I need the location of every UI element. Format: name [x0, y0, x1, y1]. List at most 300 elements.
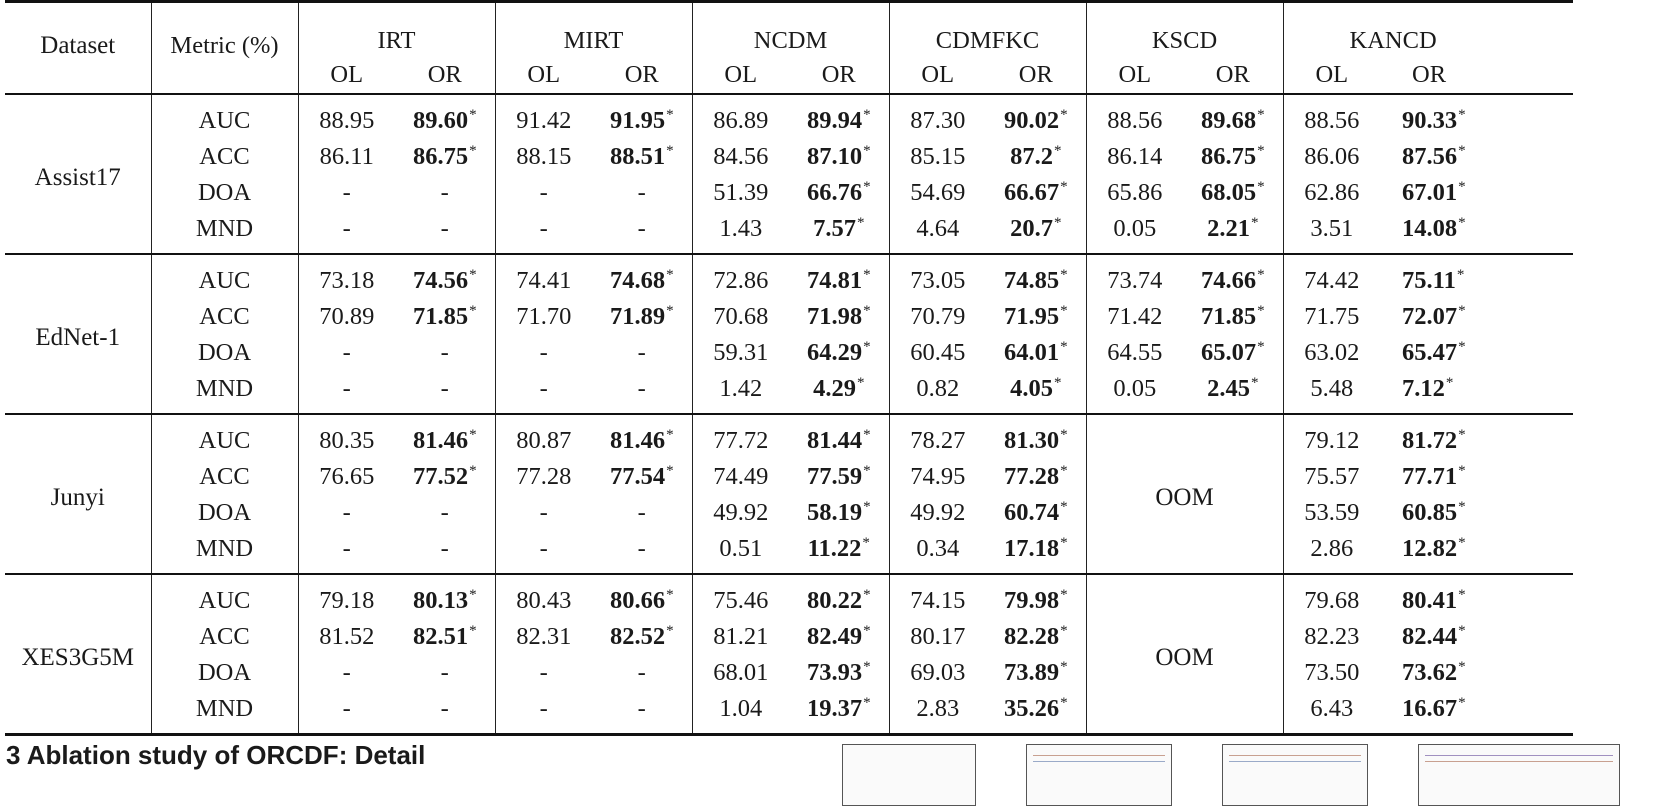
- significance-mark: *: [856, 215, 865, 231]
- ol-value: 49.92: [692, 495, 789, 531]
- ol-value: 74.15: [889, 574, 986, 619]
- significance-mark: *: [863, 267, 871, 283]
- or-value-cell: [395, 414, 495, 459]
- or-value: -: [440, 659, 449, 686]
- ol-value: 80.87: [495, 414, 592, 459]
- ol-value: 91.42: [495, 94, 592, 139]
- or-value: -: [440, 695, 449, 722]
- significance-mark: *: [1445, 375, 1454, 391]
- or-value-cell: [1380, 299, 1573, 335]
- or-value-cell: [986, 371, 1086, 414]
- significance-mark: *: [469, 623, 477, 639]
- header-method-irt: IRT: [298, 2, 495, 62]
- significance-mark: *: [1060, 623, 1068, 639]
- or-value-cell: [1183, 94, 1283, 139]
- ol-value: 86.06: [1283, 139, 1380, 175]
- or-value-cell: [1183, 175, 1283, 211]
- table-row: [5, 531, 1573, 574]
- or-value-cell: [986, 691, 1086, 735]
- ol-value: 75.57: [1283, 459, 1380, 495]
- oom-cell: OOM: [1086, 414, 1283, 574]
- significance-mark: *: [863, 303, 871, 319]
- significance-mark: *: [863, 659, 871, 675]
- or-value: 81.46: [412, 427, 469, 454]
- or-value-cell: [789, 414, 889, 459]
- ol-value: 71.42: [1086, 299, 1183, 335]
- subheader-ol: OL: [1086, 61, 1183, 94]
- ol-value: 0.34: [889, 531, 986, 574]
- metric-name: MND: [151, 211, 298, 254]
- or-value-cell: [592, 619, 692, 655]
- or-value-cell: [789, 211, 889, 254]
- significance-mark: *: [1060, 463, 1068, 479]
- or-value: -: [637, 695, 646, 722]
- or-value: 19.37: [806, 695, 863, 722]
- or-value-cell: [789, 299, 889, 335]
- subheader-ol: OL: [692, 61, 789, 94]
- significance-mark: *: [1060, 695, 1068, 711]
- or-value-cell: [395, 531, 495, 574]
- ol-value: 62.86: [1283, 175, 1380, 211]
- significance-mark: *: [1458, 179, 1466, 195]
- or-value-cell: [986, 139, 1086, 175]
- or-value: 89.68: [1200, 107, 1257, 134]
- or-value: -: [637, 339, 646, 366]
- metric-name: MND: [151, 371, 298, 414]
- significance-mark: *: [1060, 107, 1068, 123]
- table-row: [5, 254, 1573, 299]
- or-value-cell: [986, 574, 1086, 619]
- dataset-name: Assist17: [5, 94, 151, 254]
- ol-value: 69.03: [889, 655, 986, 691]
- subheader-or: OR: [395, 61, 495, 94]
- or-value-cell: [986, 459, 1086, 495]
- significance-mark: *: [1458, 499, 1466, 515]
- or-value: 77.54: [609, 463, 666, 490]
- ol-value: 63.02: [1283, 335, 1380, 371]
- or-value: 71.95: [1003, 303, 1060, 330]
- or-value: 80.22: [806, 587, 863, 614]
- significance-mark: *: [666, 463, 674, 479]
- significance-mark: *: [1053, 143, 1062, 159]
- or-value: 73.89: [1003, 659, 1060, 686]
- or-value-cell: [395, 371, 495, 414]
- ol-value: 86.14: [1086, 139, 1183, 175]
- or-value: 71.89: [609, 303, 666, 330]
- or-value: 82.28: [1003, 623, 1060, 650]
- or-value-cell: [986, 619, 1086, 655]
- or-value: 87.2: [1010, 143, 1053, 170]
- or-value-cell: [986, 299, 1086, 335]
- or-value: 74.68: [609, 267, 666, 294]
- significance-mark: *: [863, 499, 871, 515]
- or-value-cell: [789, 335, 889, 371]
- or-value: 64.29: [806, 339, 863, 366]
- ol-value: 72.86: [692, 254, 789, 299]
- or-value: 2.45: [1207, 375, 1250, 402]
- significance-mark: *: [1458, 463, 1466, 479]
- significance-mark: *: [1458, 623, 1466, 639]
- or-value-cell: [1380, 211, 1573, 254]
- ol-value: 4.64: [889, 211, 986, 254]
- ol-value: 2.86: [1283, 531, 1380, 574]
- significance-mark: *: [666, 623, 674, 639]
- significance-mark: *: [1060, 339, 1068, 355]
- or-value-cell: [592, 211, 692, 254]
- ol-value: 49.92: [889, 495, 986, 531]
- ol-value: 0.05: [1086, 211, 1183, 254]
- or-value-cell: [395, 94, 495, 139]
- or-value: 80.66: [609, 587, 666, 614]
- significance-mark: *: [1250, 215, 1259, 231]
- metric-name: DOA: [151, 335, 298, 371]
- or-value: 89.94: [806, 107, 863, 134]
- significance-mark: *: [1458, 107, 1466, 123]
- or-value: 60.85: [1402, 499, 1458, 526]
- or-value: 77.71: [1402, 463, 1458, 490]
- figure-thumbnail: [1418, 744, 1620, 806]
- or-value: 58.19: [806, 499, 863, 526]
- ol-value: -: [298, 335, 395, 371]
- ol-value: 60.45: [889, 335, 986, 371]
- ol-value: 80.17: [889, 619, 986, 655]
- or-value-cell: [592, 691, 692, 735]
- or-value-cell: [1183, 139, 1283, 175]
- or-value-cell: [395, 459, 495, 495]
- significance-mark: *: [666, 427, 674, 443]
- or-value: 75.11: [1402, 267, 1456, 294]
- or-value: 4.05: [1010, 375, 1053, 402]
- or-value: -: [440, 179, 449, 206]
- or-value-cell: [395, 139, 495, 175]
- significance-mark: *: [1458, 427, 1466, 443]
- significance-mark: *: [666, 267, 674, 283]
- or-value-cell: [592, 175, 692, 211]
- significance-mark: *: [863, 339, 871, 355]
- or-value: 82.44: [1402, 623, 1458, 650]
- ol-value: 84.56: [692, 139, 789, 175]
- ol-value: 0.05: [1086, 371, 1183, 414]
- or-value-cell: [1380, 94, 1573, 139]
- metric-name: AUC: [151, 254, 298, 299]
- or-value-cell: [986, 531, 1086, 574]
- ol-value: 88.15: [495, 139, 592, 175]
- or-value-cell: [1380, 574, 1573, 619]
- ol-value: 1.43: [692, 211, 789, 254]
- or-value: 81.46: [609, 427, 666, 454]
- or-value: 86.75: [412, 143, 469, 170]
- ol-value: 68.01: [692, 655, 789, 691]
- or-value: 4.29: [813, 375, 856, 402]
- ol-value: -: [298, 495, 395, 531]
- or-value-cell: [986, 211, 1086, 254]
- or-value: 80.41: [1402, 587, 1458, 614]
- ol-value: -: [495, 175, 592, 211]
- figure-thumbnail: [1026, 744, 1172, 806]
- or-value-cell: [789, 531, 889, 574]
- or-value-cell: [986, 175, 1086, 211]
- ol-value: 73.18: [298, 254, 395, 299]
- significance-mark: *: [862, 535, 870, 551]
- or-value: -: [637, 215, 646, 242]
- or-value-cell: [1380, 371, 1573, 414]
- ol-value: 71.75: [1283, 299, 1380, 335]
- significance-mark: *: [863, 107, 871, 123]
- or-value: 64.01: [1003, 339, 1060, 366]
- or-value-cell: [789, 94, 889, 139]
- significance-mark: *: [863, 179, 871, 195]
- or-value-cell: [592, 531, 692, 574]
- significance-mark: *: [863, 427, 871, 443]
- or-value-cell: [592, 655, 692, 691]
- or-value-cell: [789, 619, 889, 655]
- ol-value: 80.43: [495, 574, 592, 619]
- significance-mark: *: [1257, 339, 1265, 355]
- ol-value: -: [495, 655, 592, 691]
- or-value: -: [637, 499, 646, 526]
- or-value: -: [440, 339, 449, 366]
- or-value-cell: [592, 459, 692, 495]
- or-value-cell: [1183, 211, 1283, 254]
- ol-value: 65.86: [1086, 175, 1183, 211]
- metric-name: AUC: [151, 94, 298, 139]
- or-value-cell: [1380, 655, 1573, 691]
- or-value: -: [637, 659, 646, 686]
- or-value-cell: [1380, 139, 1573, 175]
- significance-mark: *: [469, 267, 477, 283]
- or-value-cell: [1380, 459, 1573, 495]
- subheader-or: OR: [986, 61, 1086, 94]
- table-row: [5, 574, 1573, 619]
- or-value-cell: [986, 414, 1086, 459]
- ol-value: 87.30: [889, 94, 986, 139]
- or-value-cell: [789, 691, 889, 735]
- header-method-kscd: KSCD: [1086, 2, 1283, 62]
- ol-value: 82.23: [1283, 619, 1380, 655]
- or-value-cell: [1380, 414, 1573, 459]
- subheader-or: OR: [1183, 61, 1283, 94]
- or-value-cell: [789, 175, 889, 211]
- metric-name: ACC: [151, 139, 298, 175]
- dataset-name: XES3G5M: [5, 574, 151, 735]
- metric-name: AUC: [151, 414, 298, 459]
- or-value: 79.98: [1003, 587, 1060, 614]
- ol-value: 73.74: [1086, 254, 1183, 299]
- or-value: 20.7: [1010, 215, 1053, 242]
- or-value-cell: [789, 655, 889, 691]
- header-method-kancd: KANCD: [1283, 2, 1573, 62]
- or-value-cell: [395, 495, 495, 531]
- ol-value: 5.48: [1283, 371, 1380, 414]
- subheader-or: OR: [789, 61, 889, 94]
- ol-value: 59.31: [692, 335, 789, 371]
- section-heading: 3 Ablation study of ORCDF: Detail: [6, 740, 426, 770]
- ol-value: 79.68: [1283, 574, 1380, 619]
- significance-mark: *: [1060, 267, 1068, 283]
- or-value: 12.82: [1402, 535, 1458, 562]
- dataset-name: EdNet-1: [5, 254, 151, 414]
- ol-value: 74.95: [889, 459, 986, 495]
- or-value: 14.08: [1402, 215, 1458, 242]
- ol-value: 85.15: [889, 139, 986, 175]
- ol-value: 88.56: [1086, 94, 1183, 139]
- significance-mark: *: [666, 143, 674, 159]
- significance-mark: *: [1060, 659, 1068, 675]
- or-value: 82.51: [412, 623, 469, 650]
- or-value: 67.01: [1402, 179, 1458, 206]
- or-value-cell: [592, 335, 692, 371]
- or-value: 74.56: [412, 267, 469, 294]
- table-row: [5, 691, 1573, 735]
- or-value: 66.76: [806, 179, 863, 206]
- or-value: 66.67: [1003, 179, 1060, 206]
- or-value-cell: [789, 371, 889, 414]
- or-value: 82.49: [806, 623, 863, 650]
- table-row: [5, 459, 1573, 495]
- significance-mark: *: [1458, 587, 1466, 603]
- or-value-cell: [1380, 254, 1573, 299]
- or-value-cell: [395, 299, 495, 335]
- subheader-ol: OL: [889, 61, 986, 94]
- header-method-cdmfkc: CDMFKC: [889, 2, 1086, 62]
- ol-value: -: [495, 691, 592, 735]
- dataset-name: Junyi: [5, 414, 151, 574]
- ol-value: -: [298, 175, 395, 211]
- significance-mark: *: [863, 587, 871, 603]
- or-value-cell: [395, 335, 495, 371]
- ol-value: 79.12: [1283, 414, 1380, 459]
- significance-mark: *: [469, 143, 477, 159]
- or-value: 81.72: [1402, 427, 1458, 454]
- or-value: -: [637, 179, 646, 206]
- ol-value: 74.42: [1283, 254, 1380, 299]
- table-row: [5, 299, 1573, 335]
- table-row: [5, 371, 1573, 414]
- significance-mark: *: [1257, 107, 1265, 123]
- significance-mark: *: [863, 463, 871, 479]
- ol-value: 88.95: [298, 94, 395, 139]
- or-value: 71.85: [412, 303, 469, 330]
- or-value-cell: [1380, 691, 1573, 735]
- significance-mark: *: [1458, 695, 1466, 711]
- or-value: 74.81: [806, 267, 863, 294]
- or-value: 73.62: [1402, 659, 1458, 686]
- or-value: 71.85: [1200, 303, 1257, 330]
- ol-value: 86.89: [692, 94, 789, 139]
- or-value-cell: [592, 371, 692, 414]
- ol-value: 88.56: [1283, 94, 1380, 139]
- or-value: 87.10: [806, 143, 863, 170]
- significance-mark: *: [1060, 179, 1068, 195]
- ol-value: 0.82: [889, 371, 986, 414]
- or-value-cell: [395, 175, 495, 211]
- significance-mark: *: [469, 587, 477, 603]
- ol-value: 64.55: [1086, 335, 1183, 371]
- ol-value: -: [298, 691, 395, 735]
- ol-value: 77.72: [692, 414, 789, 459]
- or-value-cell: [592, 94, 692, 139]
- or-value-cell: [1183, 254, 1283, 299]
- ol-value: 70.89: [298, 299, 395, 335]
- or-value: 77.28: [1003, 463, 1060, 490]
- ol-value: 74.41: [495, 254, 592, 299]
- or-value: 73.93: [806, 659, 863, 686]
- significance-mark: *: [1060, 587, 1068, 603]
- or-value-cell: [789, 139, 889, 175]
- or-value-cell: [395, 655, 495, 691]
- ol-value: 1.04: [692, 691, 789, 735]
- or-value: 71.98: [806, 303, 863, 330]
- or-value: 81.30: [1003, 427, 1060, 454]
- ol-value: 2.83: [889, 691, 986, 735]
- or-value: -: [440, 535, 449, 562]
- significance-mark: *: [1060, 535, 1068, 551]
- or-value-cell: [1380, 531, 1573, 574]
- or-value: 82.52: [609, 623, 666, 650]
- or-value-cell: [1380, 619, 1573, 655]
- significance-mark: *: [1458, 215, 1466, 231]
- or-value-cell: [1183, 371, 1283, 414]
- ol-value: 3.51: [1283, 211, 1380, 254]
- metric-name: MND: [151, 531, 298, 574]
- or-value: 77.59: [806, 463, 863, 490]
- ol-value: 82.31: [495, 619, 592, 655]
- ol-value: 53.59: [1283, 495, 1380, 531]
- or-value: -: [440, 375, 449, 402]
- or-value: 2.21: [1207, 215, 1250, 242]
- ol-value: 76.65: [298, 459, 395, 495]
- significance-mark: *: [1456, 267, 1465, 283]
- metric-name: ACC: [151, 459, 298, 495]
- or-value: 72.07: [1402, 303, 1458, 330]
- or-value-cell: [789, 495, 889, 531]
- metric-name: DOA: [151, 495, 298, 531]
- figure-thumbnail: [842, 744, 976, 806]
- ol-value: 73.05: [889, 254, 986, 299]
- significance-mark: *: [1458, 659, 1466, 675]
- or-value-cell: [395, 619, 495, 655]
- or-value-cell: [592, 414, 692, 459]
- significance-mark: *: [1257, 143, 1265, 159]
- significance-mark: *: [856, 375, 865, 391]
- ol-value: 0.51: [692, 531, 789, 574]
- ol-value: -: [298, 211, 395, 254]
- or-value: 90.02: [1003, 107, 1060, 134]
- or-value-cell: [395, 574, 495, 619]
- significance-mark: *: [469, 463, 477, 479]
- significance-mark: *: [1060, 499, 1068, 515]
- or-value-cell: [395, 691, 495, 735]
- ol-value: -: [298, 371, 395, 414]
- ol-value: 86.11: [298, 139, 395, 175]
- subheader-ol: OL: [495, 61, 592, 94]
- ol-value: 6.43: [1283, 691, 1380, 735]
- subheader-or: OR: [592, 61, 692, 94]
- or-value: 88.51: [609, 143, 666, 170]
- or-value: 65.47: [1402, 339, 1458, 366]
- or-value: 16.67: [1402, 695, 1458, 722]
- oom-cell: OOM: [1086, 574, 1283, 735]
- ol-value: 81.52: [298, 619, 395, 655]
- or-value: -: [637, 375, 646, 402]
- or-value-cell: [986, 254, 1086, 299]
- metric-name: MND: [151, 691, 298, 735]
- header-method-ncdm: NCDM: [692, 2, 889, 62]
- ol-value: -: [495, 211, 592, 254]
- or-value-cell: [592, 299, 692, 335]
- or-value-cell: [789, 574, 889, 619]
- table-row: [5, 175, 1573, 211]
